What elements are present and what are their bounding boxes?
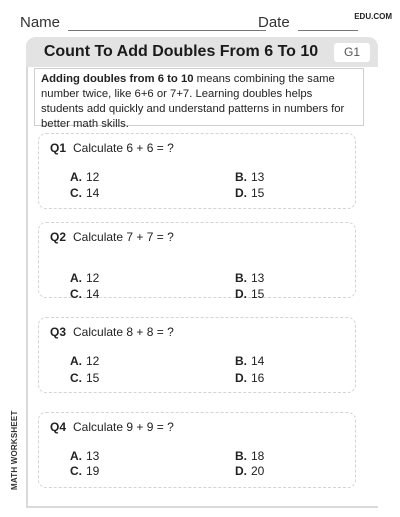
option-value: 16 [251,371,265,385]
date-field[interactable] [298,30,358,31]
option-value: 13 [251,271,265,285]
intro-text: means combining the same number twice, like 6+6 or 7+7. Learning doubles helps students add quickly and understand patterns in numbers for better math skills. [41,73,345,130]
option-letter: B. [235,354,247,368]
option-value: 12 [86,271,100,285]
option-d[interactable] [235,371,264,385]
option-d[interactable] [235,464,264,478]
option-value: 15 [251,186,265,200]
question-title [50,230,174,244]
intro-bold: Adding doubles from 6 to 10 [41,73,194,85]
option-letter: D. [235,464,247,478]
option-letter: C. [70,287,82,301]
option-a[interactable] [70,271,99,285]
option-c[interactable] [70,287,99,301]
question-number: Q4 [50,420,67,434]
option-c[interactable] [70,371,99,385]
worksheet-title: Count To Add Doubles From 6 To 10 [43,43,319,60]
option-d[interactable] [235,186,264,200]
option-value: 15 [86,371,100,385]
question-card [38,317,356,393]
option-value: 13 [251,170,265,184]
option-letter: D. [235,287,247,301]
option-value: 18 [251,449,265,463]
title-bar [26,37,378,67]
option-letter: B. [235,170,247,184]
option-letter: D. [235,371,247,385]
option-value: 14 [86,287,100,301]
option-value: 14 [251,354,265,368]
grade-badge: G1 [334,43,370,62]
question-number: Q1 [50,141,67,155]
option-a[interactable] [70,170,99,184]
question-text: Calculate 7 + 7 = ? [73,230,174,244]
option-letter: C. [70,464,82,478]
question-card [38,133,356,209]
option-value: 12 [86,170,100,184]
option-letter: D. [235,186,247,200]
option-value: 19 [86,464,100,478]
header-row [20,14,392,32]
question-text: Calculate 9 + 9 = ? [73,420,174,434]
option-letter: A. [70,271,82,285]
option-c[interactable] [70,186,99,200]
option-b[interactable] [235,170,264,184]
name-field[interactable] [68,30,266,31]
question-text: Calculate 8 + 8 = ? [73,325,174,339]
option-value: 15 [251,287,265,301]
option-letter: C. [70,186,82,200]
question-text: Calculate 6 + 6 = ? [73,141,174,155]
option-d[interactable] [235,287,264,301]
date-label: Date [258,14,290,31]
question-card [38,412,356,488]
option-value: 13 [86,449,100,463]
question-card [38,222,356,301]
brand-logo: EDU.COM [354,12,392,21]
option-b[interactable] [235,271,264,285]
option-c[interactable] [70,464,99,478]
option-letter: B. [235,449,247,463]
question-title [50,325,174,339]
question-number: Q3 [50,325,67,339]
question-number: Q2 [50,230,67,244]
option-b[interactable] [235,354,264,368]
question-title [50,141,174,155]
option-value: 12 [86,354,100,368]
option-letter: A. [70,449,82,463]
option-letter: A. [70,170,82,184]
question-title [50,420,174,434]
option-letter: A. [70,354,82,368]
option-letter: B. [235,271,247,285]
option-letter: C. [70,371,82,385]
option-value: 20 [251,464,265,478]
option-value: 14 [86,186,100,200]
option-a[interactable] [70,354,99,368]
intro-box [34,68,364,130]
option-b[interactable] [235,449,264,463]
option-a[interactable] [70,449,99,463]
name-label: Name [20,14,61,31]
side-label: MATH WORKSHEET [10,410,19,490]
